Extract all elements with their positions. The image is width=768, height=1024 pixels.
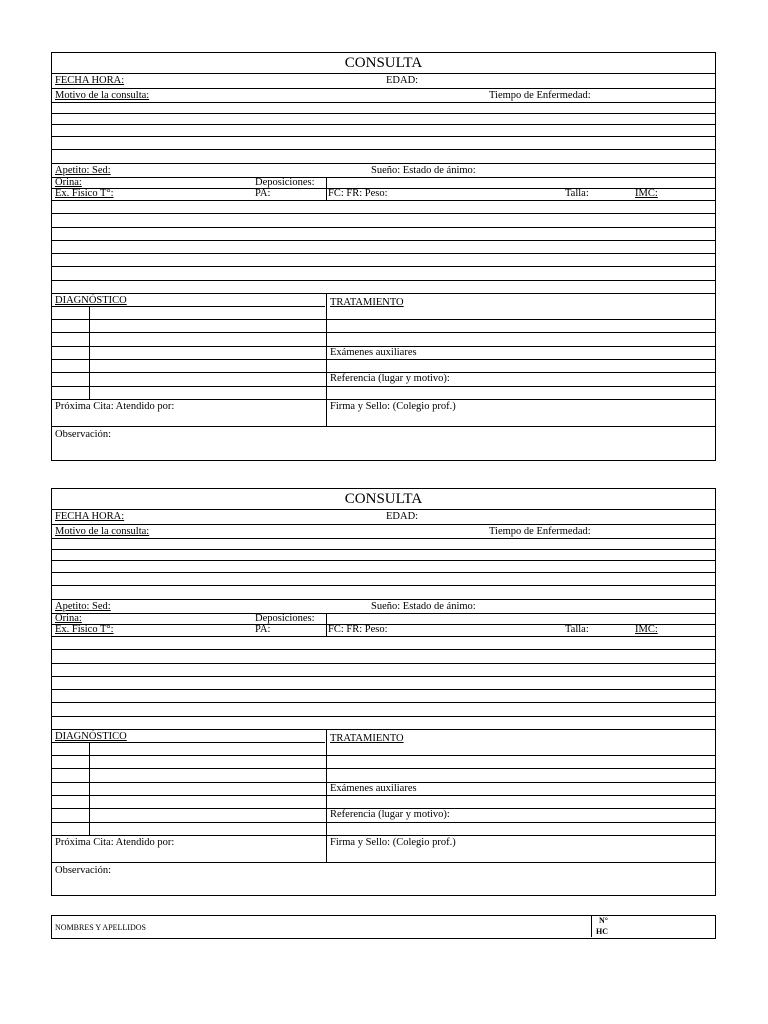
divider xyxy=(52,399,715,400)
divider xyxy=(52,200,715,201)
writing-line xyxy=(52,359,715,360)
orina-label: Orina: xyxy=(55,613,82,624)
writing-line xyxy=(52,585,715,586)
observacion-label: Observación: xyxy=(55,429,111,440)
fecha-hora-label: FECHA HORA: xyxy=(55,511,125,522)
writing-line xyxy=(52,149,715,150)
talla-label: Talla: xyxy=(565,624,589,635)
divider xyxy=(52,538,715,539)
divider xyxy=(52,729,715,730)
writing-line xyxy=(52,663,715,664)
sueno-label: Sueño: Estado de ánimo: xyxy=(371,601,476,612)
edad-label: EDAD: xyxy=(386,75,419,86)
sueno-label: Sueño: Estado de ánimo: xyxy=(371,165,476,176)
writing-line xyxy=(52,560,715,561)
divider xyxy=(52,88,715,89)
pa-label: PA: xyxy=(255,624,271,635)
column-divider xyxy=(326,177,327,200)
observacion-label: Observación: xyxy=(55,865,111,876)
hc-label: HC xyxy=(596,927,608,936)
writing-line xyxy=(52,572,715,573)
column-divider xyxy=(326,613,327,636)
writing-line xyxy=(52,213,715,214)
column-divider xyxy=(591,916,592,937)
patient-footer xyxy=(51,915,716,939)
fc-fr-peso-label: FC: FR: Peso: xyxy=(328,188,388,199)
tratamiento-label: TRATAMIENTO xyxy=(330,297,404,308)
deposiciones-label: Deposiciones: xyxy=(255,613,315,624)
divider xyxy=(52,599,715,600)
talla-label: Talla: xyxy=(565,188,589,199)
writing-line xyxy=(52,306,325,307)
consulta-form-1 xyxy=(51,52,716,461)
divider xyxy=(52,177,715,178)
divider xyxy=(52,73,715,74)
writing-line xyxy=(52,227,715,228)
ex-fisico-label: Ex. Fisico T°: xyxy=(55,624,114,635)
writing-line xyxy=(52,768,715,769)
tratamiento-label: TRATAMIENTO xyxy=(330,733,404,744)
divider xyxy=(52,524,715,525)
writing-line xyxy=(52,822,715,823)
writing-line xyxy=(52,549,715,550)
divider xyxy=(52,835,715,836)
writing-line xyxy=(52,716,715,717)
writing-line xyxy=(52,332,715,333)
tiempo-enfermedad-label: Tiempo de Enfermedad: xyxy=(489,526,591,537)
writing-line xyxy=(52,266,715,267)
writing-line xyxy=(52,253,715,254)
writing-line xyxy=(52,689,715,690)
referencia-label: Referencia (lugar y motivo): xyxy=(330,373,450,384)
diagnostico-label: DIAGNÓSTICO xyxy=(55,731,127,742)
examenes-label: Exámenes auxiliares xyxy=(330,347,417,358)
apetito-label: Apetito: Sed: xyxy=(55,601,111,612)
firma-sello-label: Firma y Sello: (Colegio prof.) xyxy=(330,837,456,848)
diagnostico-label: DIAGNÓSTICO xyxy=(55,295,127,306)
deposiciones-label: Deposiciones: xyxy=(255,177,315,188)
writing-line xyxy=(52,240,715,241)
pa-label: PA: xyxy=(255,188,271,199)
proxima-cita-label: Próxima Cita: Atendido por: xyxy=(55,401,175,412)
imc-label: IMC: xyxy=(635,624,658,635)
divider xyxy=(52,102,715,103)
divider xyxy=(52,426,715,427)
writing-line xyxy=(52,795,715,796)
nombres-apellidos-label: NOMBRES Y APELLIDOS xyxy=(55,923,146,932)
writing-line xyxy=(52,649,715,650)
fecha-hora-label: FECHA HORA: xyxy=(55,75,125,86)
divider xyxy=(52,636,715,637)
proxima-cita-label: Próxima Cita: Atendido por: xyxy=(55,837,175,848)
numero-label: N° xyxy=(599,916,608,925)
writing-line xyxy=(52,319,715,320)
examenes-label: Exámenes auxiliares xyxy=(330,783,417,794)
orina-label: Orina: xyxy=(55,177,82,188)
motivo-label: Motivo de la consulta: xyxy=(55,526,150,537)
writing-line xyxy=(52,113,715,114)
writing-line xyxy=(52,124,715,125)
form-title: CONSULTA xyxy=(344,491,423,507)
motivo-label: Motivo de la consulta: xyxy=(55,90,150,101)
edad-label: EDAD: xyxy=(386,511,419,522)
firma-sello-label: Firma y Sello: (Colegio prof.) xyxy=(330,401,456,412)
writing-line xyxy=(52,676,715,677)
tiempo-enfermedad-label: Tiempo de Enfermedad: xyxy=(489,90,591,101)
divider xyxy=(52,293,715,294)
fc-fr-peso-label: FC: FR: Peso: xyxy=(328,624,388,635)
consulta-form-2 xyxy=(51,488,716,896)
apetito-label: Apetito: Sed: xyxy=(55,165,111,176)
imc-label: IMC: xyxy=(635,188,658,199)
writing-line xyxy=(52,386,715,387)
divider xyxy=(52,613,715,614)
referencia-label: Referencia (lugar y motivo): xyxy=(330,809,450,820)
divider xyxy=(52,509,715,510)
writing-line xyxy=(52,136,715,137)
writing-line xyxy=(52,280,715,281)
divider xyxy=(52,163,715,164)
ex-fisico-label: Ex. Fisico T°: xyxy=(55,188,114,199)
writing-line xyxy=(52,755,715,756)
writing-line xyxy=(52,702,715,703)
divider xyxy=(52,862,715,863)
form-title: CONSULTA xyxy=(344,55,423,71)
writing-line xyxy=(52,742,325,743)
